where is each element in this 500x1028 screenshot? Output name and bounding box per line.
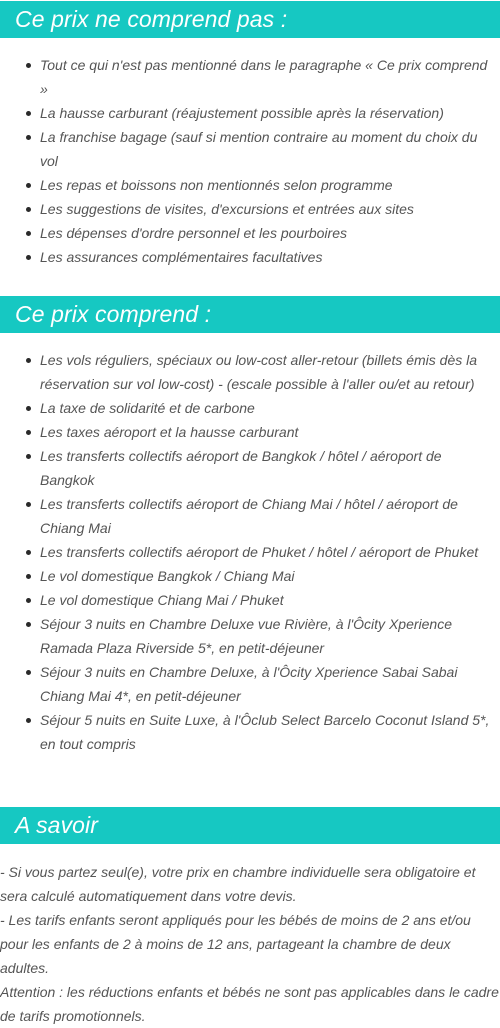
list-item-text: La hausse carburant (réajustement possible après la réservation) [40,105,444,121]
list-item [0,101,500,125]
list-item-text: La taxe de solidarité et de carbone [40,400,255,416]
list-item-text: Les assurances complémentaires facultatives [40,249,323,265]
bullet-icon [26,207,31,212]
list-item-text: Séjour 3 nuits en Chambre Deluxe, à l'Ôcity Xperience Sabai Sabai Chiang Mai 4*, en petit-déjeuner [40,664,458,704]
list-item [0,420,500,444]
bullet-icon [26,231,31,236]
list-item [0,588,500,612]
bullet-icon [26,454,31,459]
bullet-icon [26,670,31,675]
list-item [0,444,500,492]
list-item-text: Les transferts collectifs aéroport de Phuket / hôtel / aéroport de Phuket [40,544,479,560]
info-paragraph: - Les tarifs enfants seront appliqués pour les bébés de moins de 2 ans et/ou pour les enfants de 2 à moins de 12 ans, partageant la chambre de deux adultes. [0,912,471,976]
info-paragraph: Attention : les réductions enfants et bébés ne sont pas applicables dans le cadre de tarifs promotionnels. [0,984,499,1024]
bullet-icon [26,135,31,140]
not-included-list [0,53,500,269]
bullet-icon [26,574,31,579]
bullet-icon [26,502,31,507]
list-item-text: Séjour 3 nuits en Chambre Deluxe vue Rivière, à l'Ôcity Xperience Ramada Plaza Riverside 5*, en petit-déjeuner [40,616,452,656]
list-item-text: Les vols réguliers, spéciaux ou low-cost aller-retour (billets émis dès la réservation sur vol low-cost) - (escale possible à l'aller ou/et au retour) [40,352,478,392]
list-item [0,221,500,245]
included-list [0,348,500,756]
list-item-text: Les dépenses d'ordre personnel et les pourboires [40,225,347,241]
list-item-text: Les taxes aéroport et la hausse carburant [40,424,299,440]
list-item [0,173,500,197]
list-item [0,612,500,660]
list-item-text: Les repas et boissons non mentionnés selon programme [40,177,393,193]
list-item [0,53,500,101]
list-item [0,564,500,588]
list-item [0,245,500,269]
list-item [0,396,500,420]
list-item-text: Les transferts collectifs aéroport de Bangkok / hôtel / aéroport de Bangkok [40,448,442,488]
list-item [0,708,500,756]
list-item [0,197,500,221]
bullet-icon [26,111,31,116]
bullet-icon [26,622,31,627]
bullet-icon [26,255,31,260]
bullet-icon [26,63,31,68]
bullet-icon [26,183,31,188]
list-item [0,492,500,540]
info-paragraph: - Si vous partez seul(e), votre prix en chambre individuelle sera obligatoire et sera calculé automatiquement dans votre devis. [0,864,476,904]
list-item-text: Les suggestions de visites, d'excursions et entrées aux sites [40,201,414,217]
list-item [0,348,500,396]
list-item [0,660,500,708]
a-savoir-paragraphs [0,860,500,1028]
list-item-text: Le vol domestique Chiang Mai / Phuket [40,592,284,608]
section-title-a-savoir: A savoir [0,807,500,844]
section-title-included: Ce prix comprend : [0,296,500,333]
section-title-not-included: Ce prix ne comprend pas : [0,1,500,38]
list-item-text: La franchise bagage (sauf si mention contraire au moment du choix du vol [40,129,478,169]
list-item-text: Séjour 5 nuits en Suite Luxe, à l'Ôclub Select Barcelo Coconut Island 5*, en tout compris [40,712,490,752]
bullet-icon [26,430,31,435]
bullet-icon [26,598,31,603]
bullet-icon [26,718,31,723]
list-item-text: Les transferts collectifs aéroport de Chiang Mai / hôtel / aéroport de Chiang Mai [40,496,458,536]
list-item-text: Tout ce qui n'est pas mentionné dans le paragraphe « Ce prix comprend » [40,57,488,97]
bullet-icon [26,406,31,411]
list-item [0,125,500,173]
list-item [0,540,500,564]
bullet-icon [26,358,31,363]
list-item-text: Le vol domestique Bangkok / Chiang Mai [40,568,295,584]
bullet-icon [26,550,31,555]
